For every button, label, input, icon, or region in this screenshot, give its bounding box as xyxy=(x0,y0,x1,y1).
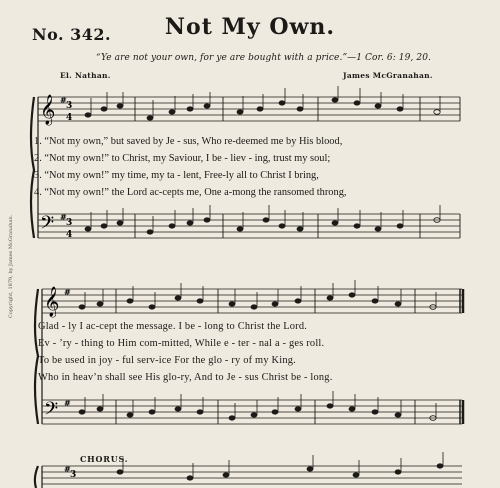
staff-treble-2 xyxy=(42,289,462,313)
treble-clef-1: 𝄞 xyxy=(40,95,56,125)
composer-credit: James McGranahan. xyxy=(343,71,433,80)
svg-text:#: # xyxy=(64,287,71,297)
time-bottom-1: 4 xyxy=(66,113,73,123)
verse-2-line-2: Ev - ’ry - thing to Him com-mitted, While e - ter - nal a - ges roll. xyxy=(38,338,325,349)
verse-4-line-1: 4. “Not my own!” the Lord ac-cepts me, One a-mong the ransomed throng, xyxy=(34,187,347,198)
verse-1-line-1: 1. “Not my own,” but saved by Je - sus, Who re-deemed me by His blood, xyxy=(34,136,343,147)
barlines-1 xyxy=(135,97,460,238)
staff-bass-2 xyxy=(42,400,462,424)
copyright-notice: Copyright, 1879, by James McGranahan. xyxy=(8,214,14,318)
key-sig-1: # xyxy=(60,95,67,105)
lyricist-credit: El. Nathan. xyxy=(60,71,111,80)
bass-clef-2: 𝄢 xyxy=(44,399,59,424)
treble-clef-2: 𝄞 xyxy=(44,287,60,317)
verse-2-line-1: 2. “Not my own!” to Christ, my Saviour, I be - liev - ing, trust my soul; xyxy=(34,153,331,164)
svg-text:4: 4 xyxy=(66,230,73,240)
svg-text:3: 3 xyxy=(70,470,77,480)
time-top-1: 3 xyxy=(66,101,73,111)
staff-treble-3 xyxy=(42,466,462,484)
verse-3-line-2: To be used in joy - ful serv-ice For the glo - ry of my King. xyxy=(38,355,296,366)
chorus-label: CHORUS. xyxy=(80,454,129,464)
hymn-number: No. 342. xyxy=(32,25,112,44)
svg-text:#: # xyxy=(64,464,71,474)
bass-clef-1: 𝄢 xyxy=(40,213,55,238)
verse-3-line-1: 3. “Not my own!” my time, my ta - lent, Free-ly all to Christ I bring, xyxy=(34,170,319,181)
brace-1 xyxy=(31,97,34,238)
svg-text:#: # xyxy=(64,398,71,408)
verse-1-line-2: Glad - ly I ac-cept the message. I be - long to Christ the Lord. xyxy=(38,321,308,332)
verse-4-line-2: Who in heav’n shall see His glo-ry, And to Je - sus Christ be - long. xyxy=(38,372,333,383)
svg-text:#: # xyxy=(60,212,67,222)
hymn-title: Not My Own. xyxy=(164,14,336,40)
scripture-epigraph: “Ye are not your own, for ye are bought with a price.”—1 Cor. 6: 19, 20. xyxy=(96,53,431,63)
svg-text:3: 3 xyxy=(66,218,73,228)
